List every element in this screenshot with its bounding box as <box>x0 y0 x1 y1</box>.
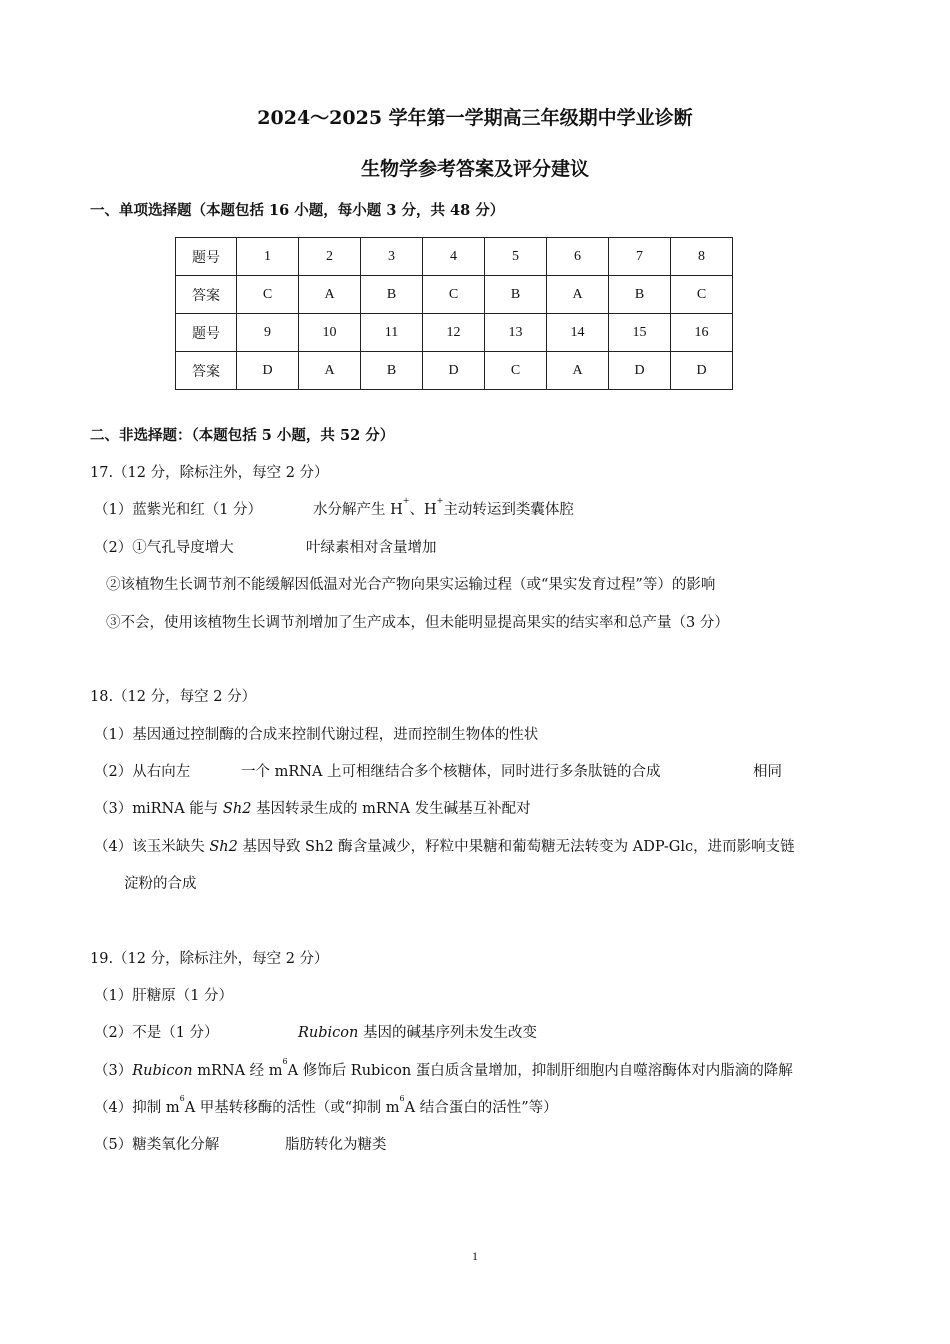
q19-answer-1: （1）肝糖原（1 分） <box>94 988 234 1004</box>
table-cell: D <box>609 352 671 390</box>
table-row <box>176 238 733 276</box>
table-cell: 答案 <box>176 352 237 390</box>
q17-answer-2-line3: ③不会，使用该植物生长调节剂增加了生产成本，但未能明显提高果实的结实率和总产量（3 分） <box>106 615 729 631</box>
answer-table <box>175 237 733 390</box>
q18-answer-1: （1）基因通过控制酶的合成来控制代谢过程，进而控制生物体的性状 <box>94 727 539 743</box>
q19-answer-3: （3）Rubicon mRNA 经 $m^6A$ 修饰后 Rubicon 蛋白质含量增加，抑制肝细胞内自噬溶酶体对内脂滴的降解 <box>94 1057 793 1079</box>
q17-header: 17.（12 分，除标注外，每空 2 分） <box>90 465 329 481</box>
table-cell: 3 <box>361 238 423 276</box>
q18-answer-3: （3）miRNA 能与 Sh2 基因转录生成的 mRNA 发生碱基互补配对 <box>94 801 531 817</box>
table-cell: 14 <box>547 314 609 352</box>
table-cell: 16 <box>671 314 733 352</box>
q18-header: 18.（12 分，每空 2 分） <box>90 689 257 705</box>
table-cell: 6 <box>547 238 609 276</box>
table-cell: 题号 <box>176 314 237 352</box>
q18-answer-2c: 相同 <box>753 764 782 780</box>
table-cell: C <box>423 276 485 314</box>
table-cell: 15 <box>609 314 671 352</box>
q18-answer-4-cont: 淀粉的合成 <box>124 876 197 892</box>
q19-answer-2a: （2）不是（1 分） <box>94 1025 219 1041</box>
document-subtitle: 生物学参考答案及评分建议 <box>360 158 589 180</box>
table-cell: 4 <box>423 238 485 276</box>
table-cell: 7 <box>609 238 671 276</box>
table-cell: A <box>299 352 361 390</box>
q18-answer-2a: （2）从右向左 <box>94 764 191 780</box>
table-cell: B <box>485 276 547 314</box>
table-cell: D <box>671 352 733 390</box>
q17-answer-2-line2: ②该植物生长调节剂不能缓解因低温对光合产物向果实运输过程（或“果实发育过程”等）的影响 <box>106 577 716 593</box>
q17-answer-2a: （2）①气孔导度增大 <box>94 540 234 556</box>
table-cell: 9 <box>237 314 299 352</box>
table-cell: C <box>237 276 299 314</box>
table-cell: 5 <box>485 238 547 276</box>
table-cell: 1 <box>237 238 299 276</box>
q17-answer-1b: 水分解产生 H+、H+主动转运到类囊体腔 <box>313 496 574 518</box>
table-cell: C <box>671 276 733 314</box>
table-cell: D <box>237 352 299 390</box>
table-cell: 13 <box>485 314 547 352</box>
section2-heading: 二、非选择题：（本题包括 5 小题，共 52 分） <box>90 427 395 444</box>
q18-answer-2b: 一个 mRNA 上可相继结合多个核糖体，同时进行多条肽链的合成 <box>241 764 661 780</box>
table-cell: A <box>547 352 609 390</box>
table-cell: A <box>547 276 609 314</box>
page-number: 1 <box>472 1249 478 1263</box>
table-cell: B <box>609 276 671 314</box>
table-cell: 10 <box>299 314 361 352</box>
q17-answer-1a: （1）蓝紫光和红（1 分） <box>94 502 263 518</box>
table-cell: 2 <box>299 238 361 276</box>
table-cell: 12 <box>423 314 485 352</box>
q18-answer-4: （4）该玉米缺失 Sh2 基因导致 Sh2 酶含量减少，籽粒中果糖和葡萄糖无法转变为 ADP-Glc，进而影响支链 <box>94 839 795 855</box>
table-cell: 11 <box>361 314 423 352</box>
q17-answer-2b: 叶绿素相对含量增加 <box>306 540 437 556</box>
document-title: 2024～2025 学年第一学期高三年级期中学业诊断 <box>257 107 693 129</box>
table-cell: A <box>299 276 361 314</box>
table-row <box>176 352 733 390</box>
table-cell: B <box>361 276 423 314</box>
table-cell: D <box>423 352 485 390</box>
q19-answer-2b: Rubicon 基因的碱基序列未发生改变 <box>298 1025 537 1041</box>
table-cell: 8 <box>671 238 733 276</box>
section1-heading: 一、单项选择题（本题包括 16 小题，每小题 3 分，共 48 分） <box>90 202 505 219</box>
table-cell: 答案 <box>176 276 237 314</box>
q19-header: 19.（12 分，除标注外，每空 2 分） <box>90 951 329 967</box>
table-cell: B <box>361 352 423 390</box>
q19-answer-4: （4）抑制 $m^6A$ 甲基转移酶的活性（或“抑制 $m^6A$ 结合蛋白的活性”等） <box>94 1094 558 1116</box>
q19-answer-5a: （5）糖类氧化分解 <box>94 1137 220 1153</box>
table-cell: C <box>485 352 547 390</box>
table-row <box>176 314 733 352</box>
table-cell: 题号 <box>176 238 237 276</box>
q19-answer-5b: 脂肪转化为糖类 <box>285 1137 387 1153</box>
table-row <box>176 276 733 314</box>
